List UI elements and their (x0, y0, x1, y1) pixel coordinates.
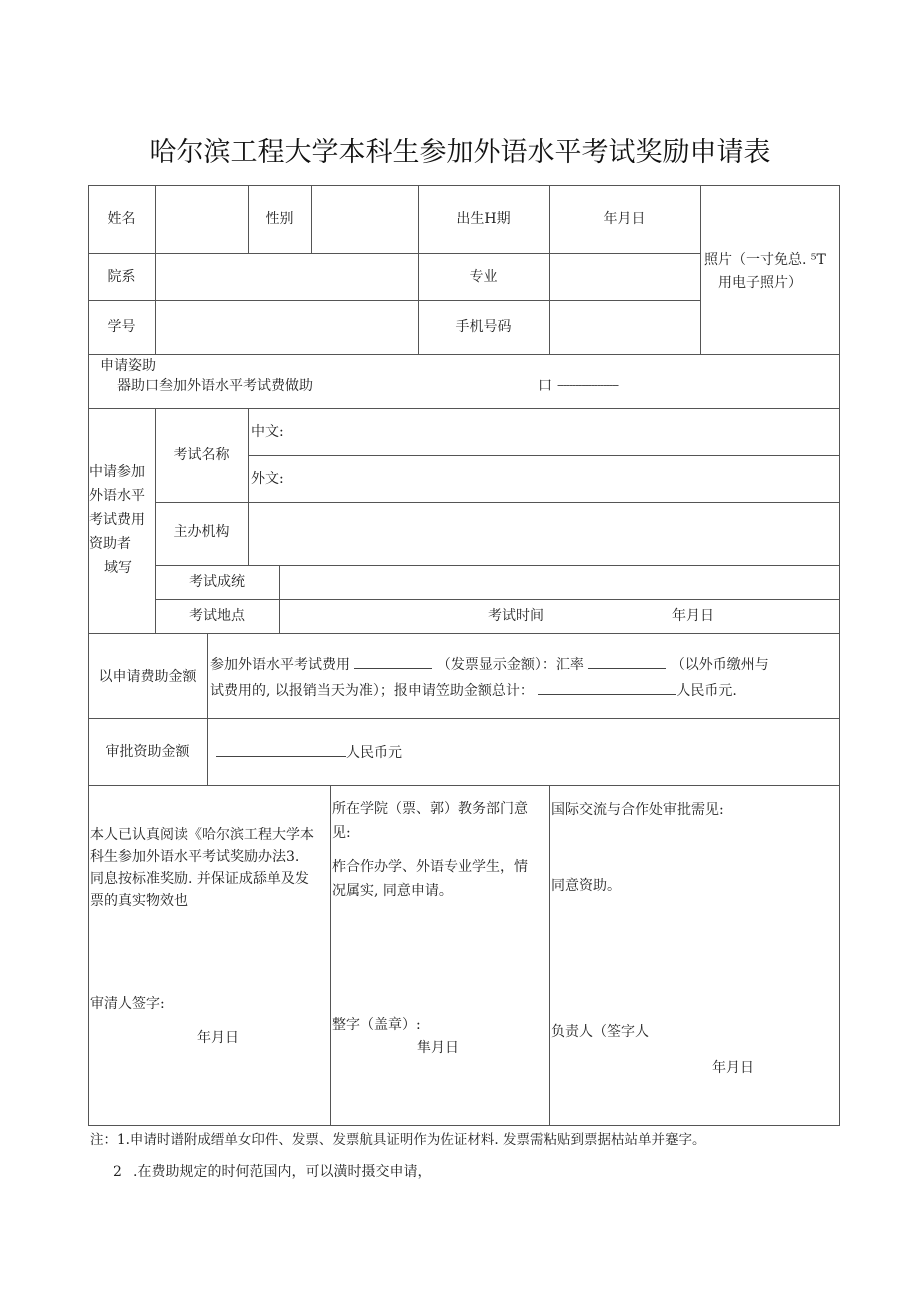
note-line-1: 注：1.申请时谱附成缙单女印件、发票、发票航具证明作为佐证材料. 发票需粘贴到票据枯站单并蹇字。 (90, 1132, 706, 1148)
gender-label: 性别 (265, 211, 294, 227)
requested-amount-label: 以申请费助金额 (98, 669, 197, 685)
college-signature-label: 整字（盖章）: (332, 1017, 421, 1033)
intl-office-signature-label: 负责人（筌字人 (551, 1024, 649, 1040)
approved-amount-input[interactable] (216, 742, 346, 757)
exam-name-foreign-label: 外文: (251, 471, 284, 487)
exam-score-field[interactable] (280, 566, 839, 599)
phone-label: 手机号码 (455, 319, 512, 335)
photo-upload-area[interactable] (701, 186, 839, 354)
name-label: 姓名 (107, 211, 136, 227)
student-id-field[interactable] (156, 301, 418, 354)
birth-date-field[interactable]: 年月日 (603, 211, 646, 227)
name-field[interactable] (156, 186, 248, 253)
exam-section-label: 中请参加 外语水平 考试费用 资助者 域写 (89, 464, 145, 576)
applicant-date: 年月日 (197, 1030, 239, 1046)
apply-checkbox[interactable]: 口 (538, 378, 552, 394)
photo-placeholder-line2: 用电子照片） (718, 275, 802, 291)
apply-option-text: 器助口叁加外语水平考试费做助 (117, 378, 313, 394)
exchange-rate-input[interactable] (588, 654, 666, 669)
note-line-2-number: 2 (113, 1164, 122, 1180)
college-opinion-label-line1: 所在学院（票、郭）教务部门意 (332, 801, 528, 817)
college-opinion-label-line2: 见: (332, 825, 351, 841)
exam-fee-input[interactable] (354, 654, 432, 669)
applicant-signature-field[interactable] (170, 990, 325, 1018)
gender-field[interactable] (312, 186, 418, 253)
apply-type-label: 申请姿助 (100, 358, 156, 374)
intl-office-opinion-label: 国际交流与合作处审批需见: (551, 802, 724, 818)
total-amount-input[interactable] (538, 680, 676, 695)
note-line-2: .在费助规定的时何范国内，可以潢时摄交申请， (133, 1164, 432, 1180)
college-comment-line1: 柞合作办学、外语专业学生，情 (332, 859, 528, 875)
exam-name-chinese-field[interactable] (290, 409, 839, 455)
exam-name-label: 考试名称 (173, 447, 230, 463)
photo-placeholder-line1: 照片（一寸免总. ⁵T (704, 252, 826, 268)
intl-office-date: 年月日 (712, 1060, 754, 1076)
amount-line1: 参加外语水平考试费用 （发票显示金额）：汇率 （以外币缴州与 (210, 654, 769, 675)
exam-location-field[interactable] (280, 600, 480, 633)
intl-office-comment: 同意资助。 (551, 878, 621, 894)
birth-date-label: 出生H期 (456, 211, 511, 227)
applicant-statement: 本人已认真阅读《哈尔滨工程大学本 科生参加外语水平考试奖励办法3. 同息按标准奖励. 并保证成舔单及发 票的真实物效也 (90, 827, 314, 909)
exam-score-label: 考试成统 (189, 574, 245, 590)
apply-dash-line: -------------------- (557, 378, 619, 392)
major-field[interactable] (550, 254, 700, 300)
college-date: 隼月日 (417, 1040, 459, 1056)
exam-name-chinese-label: 中文: (251, 424, 284, 440)
exam-name-foreign-field[interactable] (290, 456, 839, 502)
exam-time-label: 考试时间 (488, 608, 544, 624)
exam-time-field[interactable]: 年月日 (672, 608, 714, 624)
college-signature-field[interactable] (440, 1010, 545, 1038)
student-id-label: 学号 (107, 319, 136, 335)
organizer-label: 主办机构 (173, 524, 230, 540)
department-field[interactable] (156, 254, 418, 300)
department-label: 院系 (107, 269, 136, 285)
form-title: 哈尔滨工程大学本科生参加外语水平考试奖励申请表 (149, 137, 771, 168)
applicant-signature-label: 审清人签字: (90, 996, 165, 1012)
intl-office-signature-field[interactable] (665, 1018, 835, 1046)
major-label: 专业 (469, 269, 498, 285)
approved-amount-label: 审批资助金额 (105, 744, 190, 760)
amount-line2: 试费用的, 以报销当天为准）；报申请笠助金额总计： 人民币元. (210, 680, 737, 701)
college-comment-line2: 况属实, 同意申请。 (332, 883, 453, 899)
approved-amount-line: 人民币元 (216, 742, 402, 763)
exam-location-label: 考试地点 (189, 608, 245, 624)
phone-field[interactable] (550, 301, 700, 354)
organizer-field[interactable] (249, 503, 839, 565)
